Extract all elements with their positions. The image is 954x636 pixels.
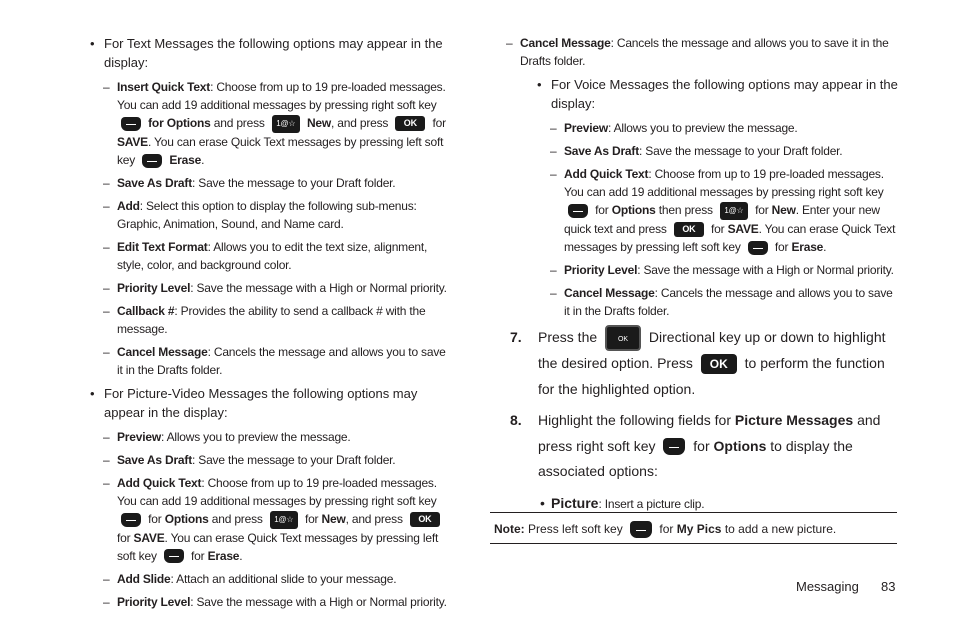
picture-video-options-continued [493, 34, 898, 70]
right-soft-key-icon [663, 438, 685, 455]
option-add-slide: – Add Slide: Attach an additional slide to your message. [103, 571, 397, 586]
bullet-text-messages: • For Text Messages the following options may appear in the display: [90, 36, 443, 70]
left-soft-key-icon [748, 241, 768, 255]
option-priority-level: – Priority Level: Save the message with a High or Normal priority. [103, 594, 447, 609]
option-cancel-message: – Cancel Message: Cancels the message and allows you to save it in the Drafts folder. [506, 36, 889, 68]
text-message-options [90, 78, 452, 379]
note-label: Note: [494, 522, 525, 536]
right-column [493, 34, 898, 516]
ok-key-icon: OK [674, 222, 704, 237]
option-add: – Add: Select this option to display the following sub-menus: Graphic, Animation, Sound, and Name card. [103, 198, 417, 231]
symbol-key-icon: 1@☆ [270, 511, 298, 529]
picture-video-options [90, 428, 452, 611]
symbol-key-icon: 1@☆ [720, 202, 748, 220]
option-save-as-draft: – Save As Draft: Save the message to your Draft folder. [550, 144, 843, 158]
right-soft-key-icon [121, 513, 141, 527]
page-number: 83 [881, 579, 896, 594]
left-column [90, 34, 452, 616]
option-priority-level: – Priority Level: Save the message with a High or Normal priority. [550, 262, 894, 277]
ok-key-icon: OK [701, 354, 737, 374]
right-soft-key-icon [568, 204, 588, 218]
option-priority-level: – Priority Level: Save the message with a High or Normal priority. [103, 280, 447, 295]
footer-section: Messaging [796, 579, 859, 594]
option-add-quick-text: – Add Quick Text: Choose from up to 19 pre-loaded messages. You can add 19 additional messages by pressing right soft key for Options then press 1@☆ for New. Enter your new quick text and press OK for SAVE. You can erase Quick Text messages by pressing left soft key for Erase. [550, 167, 896, 254]
bullet-voice-messages: • For Voice Messages the following options may appear in the display: [537, 77, 898, 111]
left-soft-key-icon [142, 154, 162, 168]
step-8: 8. Highlight the following fields for Picture Messages and press right soft key for Options to display the associated options: [510, 412, 881, 480]
left-soft-key-icon [630, 521, 652, 538]
bullet-text: For Text Messages the following options may appear in the display: [104, 36, 443, 70]
symbol-key-icon: 1@☆ [272, 115, 300, 133]
option-edit-text-format: – Edit Text Format: Allows you to edit the text size, alignment, style, color, and background color. [103, 239, 428, 272]
voice-message-options [537, 119, 898, 320]
option-title: Insert Quick Text [117, 80, 211, 94]
left-soft-key-icon [164, 549, 184, 563]
option-save-as-draft: – Save As Draft: Save the message to your Draft folder. [103, 452, 396, 467]
option-cancel-message: – Cancel Message: Cancels the message and allows you to save it in the Drafts folder. [103, 344, 446, 377]
bullet-picture-video-messages: • For Picture-Video Messages the following options may appear in the display: [90, 385, 418, 420]
ok-key-icon: OK [410, 512, 440, 527]
option-preview: – Preview: Allows you to preview the message. [550, 121, 798, 135]
step-7: 7. Press the OK Directional key up or down to highlight the desired option. Press OK to perform the function for the highlighted option. [493, 325, 898, 402]
directional-key-icon: OK [605, 325, 641, 351]
option-cancel-message: – Cancel Message: Cancels the message and allows you to save it in the Drafts folder. [550, 285, 893, 318]
option-callback: – Callback #: Provides the ability to send a callback # with the message. [103, 303, 426, 336]
right-soft-key-icon [121, 117, 141, 131]
option-add-quick-text: – Add Quick Text: Choose from up to 19 pre-loaded messages. You can add 19 additional messages by pressing right soft key for Options and press 1@☆ for New, and press OK for SAVE. You can erase Quick Text messages by pressing left soft key for Erase. [103, 475, 439, 563]
bullet-picture: • Picture: Insert a picture clip. [540, 494, 705, 511]
option-preview: – Preview: Allows you to preview the message. [103, 429, 351, 444]
note-box: Note: Press left soft key for My Pics to add a new picture. [490, 512, 897, 544]
option-save-as-draft: – Save As Draft: Save the message to your Draft folder. [103, 175, 396, 190]
ok-key-icon: OK [395, 116, 425, 131]
option-insert-quick-text: – Insert Quick Text: Choose from up to 19 pre-loaded messages. You can add 19 additional messages by pressing right soft key for Options and press 1@☆ New, and press OK for SAVE. You can erase Quick Text messages by pressing left soft key Erase. [103, 80, 446, 167]
